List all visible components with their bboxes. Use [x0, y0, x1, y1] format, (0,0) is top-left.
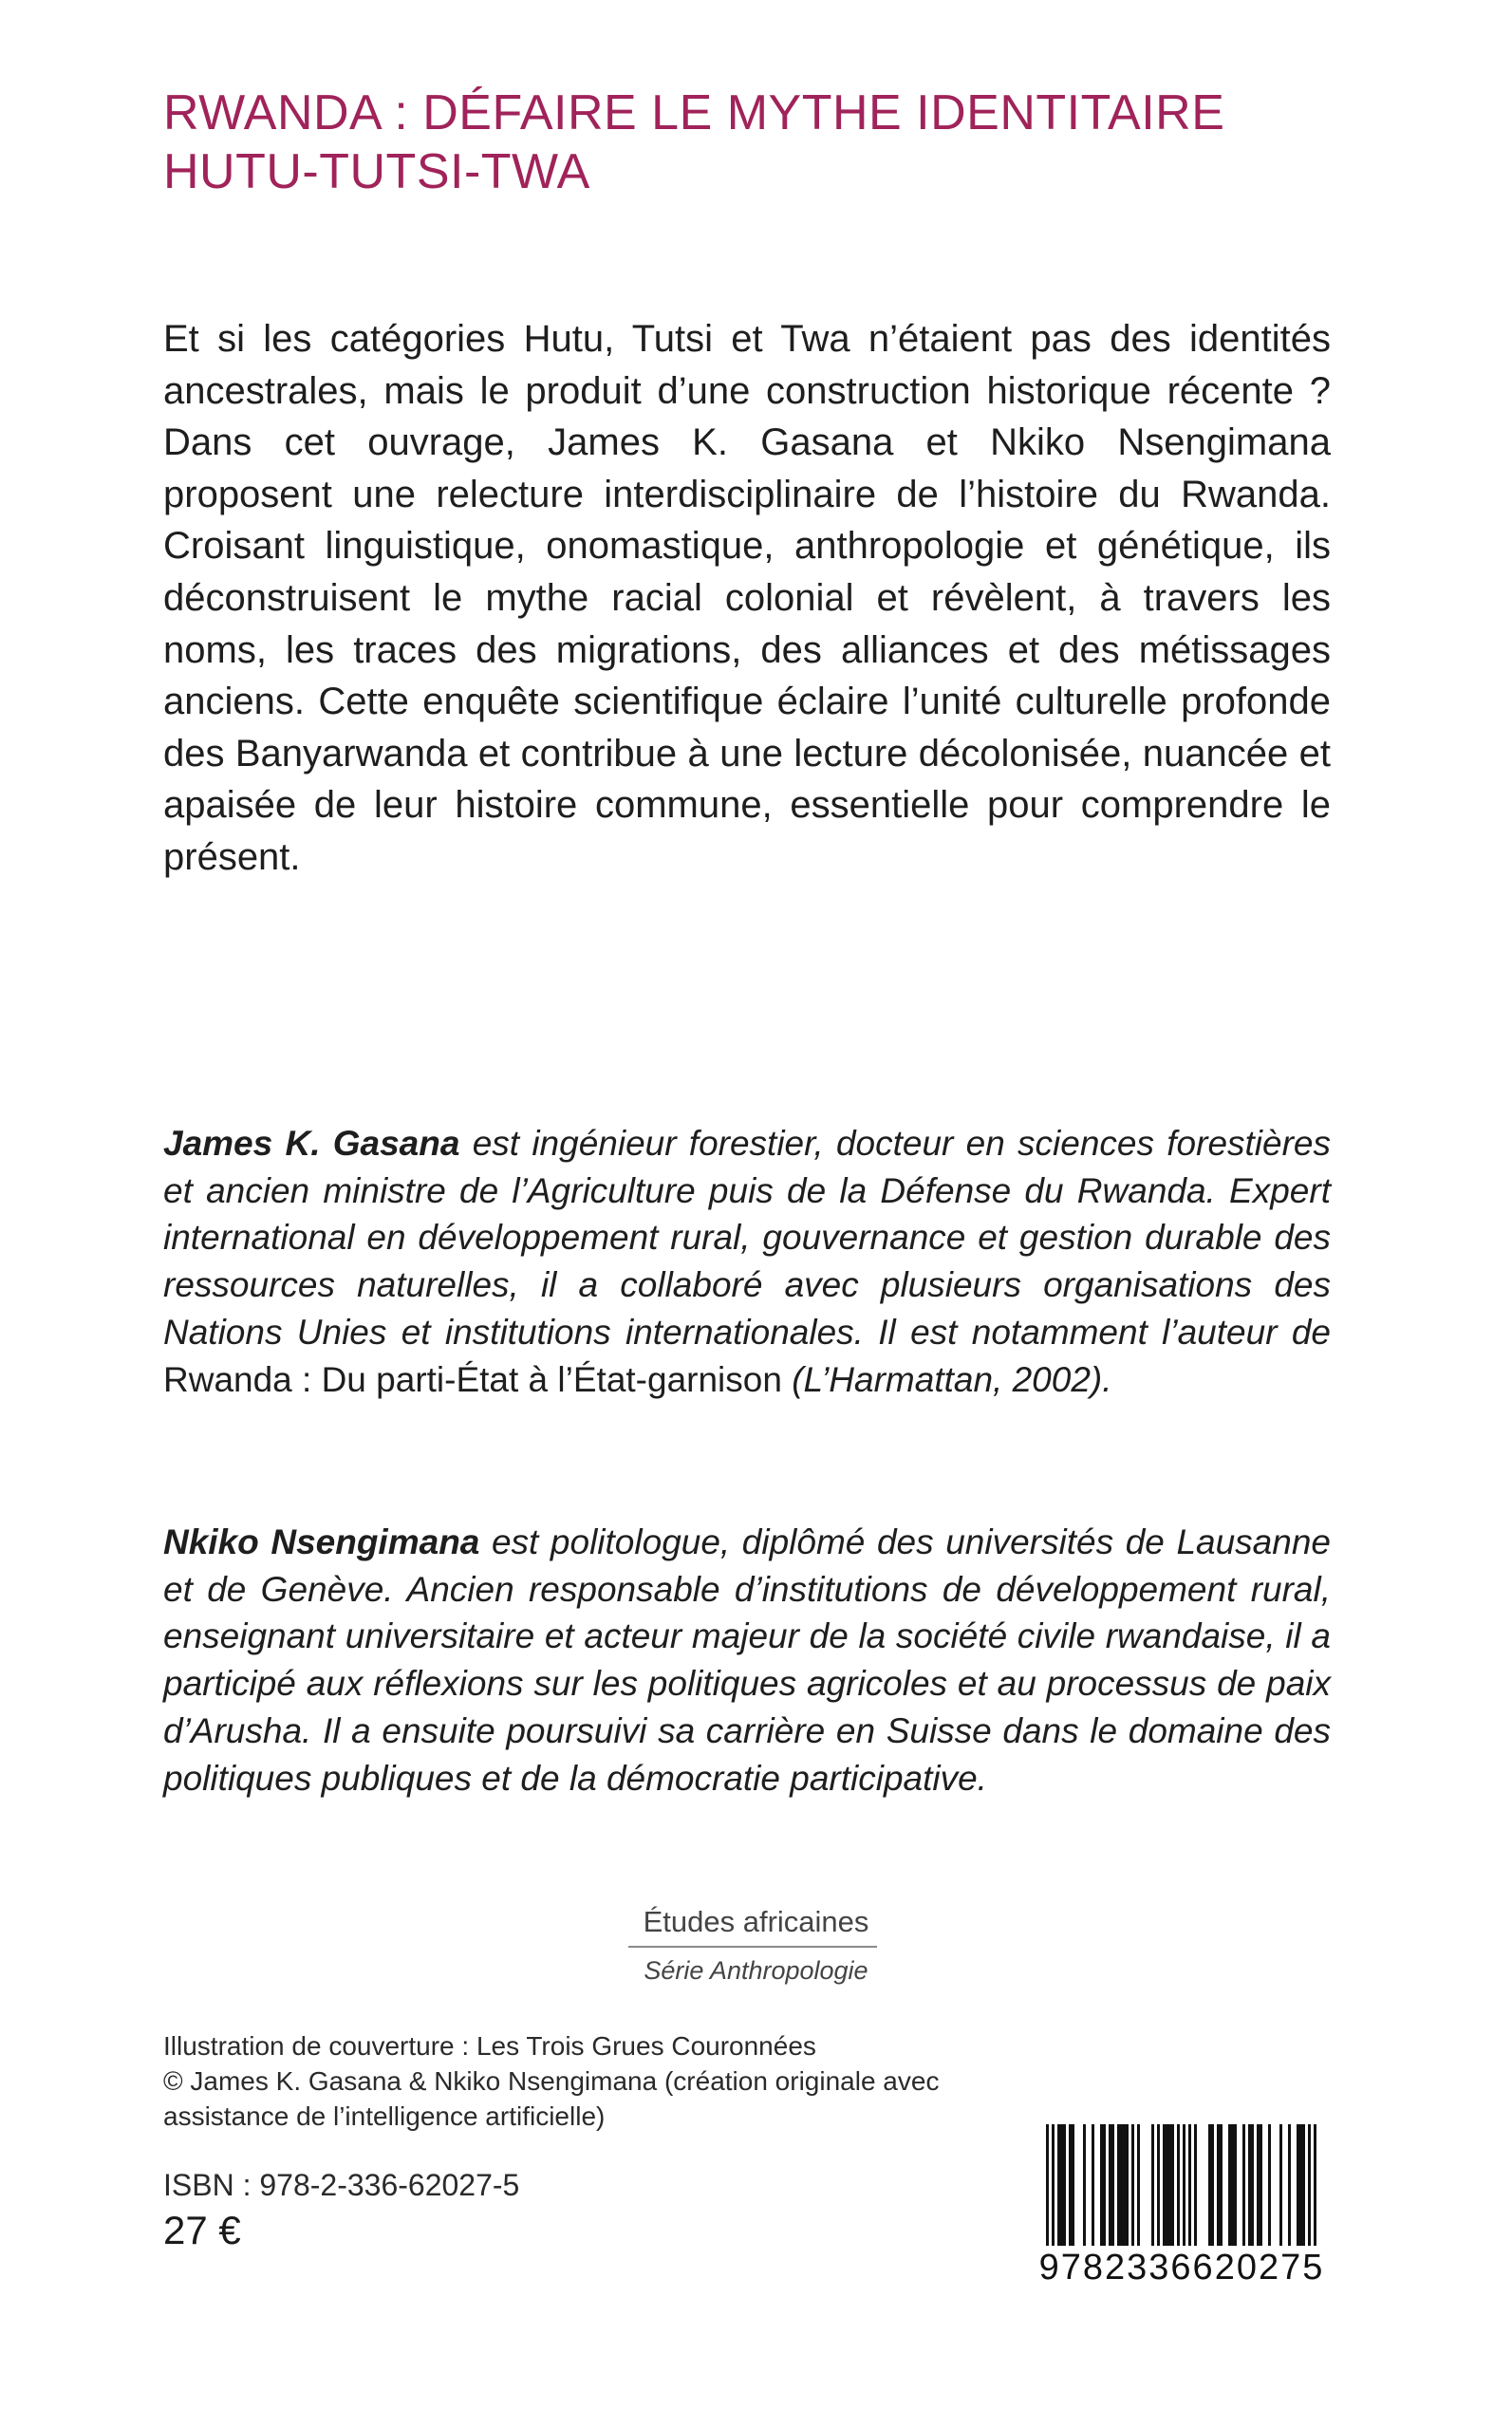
barcode-bar: [1242, 2124, 1245, 2248]
barcode-bar: [1220, 2124, 1223, 2248]
barcode-bar: [1257, 2124, 1260, 2248]
barcode-bar: [1069, 2124, 1072, 2248]
barcode-bar: [1297, 2124, 1299, 2248]
cited-book-publisher: (L’Harmattan, 2002).: [781, 1359, 1112, 1399]
author-name-nsengimana: Nkiko Nsengimana: [163, 1522, 480, 1561]
barcode-bar: [1120, 2124, 1123, 2248]
book-summary: Et si les catégories Hutu, Tutsi et Twa n’étaient pas des identités ancestrales, mais le produit d’une construction historique récente ? Dans cet ouvrage, James K. Gasana et Nkiko Nsengimana proposent une relecture interdisciplinaire de l’histoire du Rwanda. Croisant linguistique, onomastique, anthropologie et génétique, ils déconstruisent le mythe racial colonial et révèlent, à travers les noms, les traces des migrations, des alliances et des métissages anciens. Cette enquête scientifique éclaire l’unité culturelle profonde des Banyarwanda et contribue à une lecture décolonisée, nuancée et apaisée de leur histoire commune, essentielle pour comprendre le présent.: [163, 318, 1331, 878]
author-bio-gasana: [163, 1120, 1331, 1403]
barcode-bar: [1299, 2124, 1302, 2248]
barcode-bar: [1168, 2124, 1171, 2248]
barcode-bar: [1131, 2124, 1134, 2248]
isbn: ISBN : 978-2-336-62027-5: [163, 2168, 520, 2202]
cover-credits-line-2: © James K. Gasana & Nkiko Nsengimana (création originale avec assistance de l’intelligence artificielle): [163, 2066, 940, 2131]
barcode-bar: [1072, 2124, 1074, 2248]
barcode-bar: [1234, 2124, 1237, 2248]
barcode-bar: [1228, 2124, 1231, 2248]
barcode-bar: [1166, 2124, 1168, 2248]
barcode-bar: [1260, 2124, 1262, 2248]
barcode-bar: [1163, 2124, 1166, 2248]
barcode-bar: [1137, 2124, 1140, 2248]
barcode-bar: [1279, 2124, 1282, 2248]
author-bio-gasana-text: est ingénieur forestier, docteur en sciences forestières et ancien ministre de l’Agriculture puis de la Défense du Rwanda. Expert international en développement rural, gouvernance et gestion durable des ressources naturelles, il a collaboré avec plusieurs organisations des Nations Unies et institutions internationales. Il est notamment l’auteur de: [163, 1124, 1331, 1352]
book-title-line-2: HUTU-TUTSI-TWA: [163, 144, 590, 199]
barcode-bar: [1103, 2124, 1106, 2248]
barcode-bar: [1057, 2124, 1060, 2248]
barcode-bar: [1092, 2124, 1094, 2248]
author-name-gasana: James K. Gasana: [163, 1124, 460, 1163]
cover-credits: [163, 2028, 970, 2134]
book-title-line-1: RWANDA : DÉFAIRE LE MYTHE IDENTITAIRE: [163, 85, 1225, 140]
barcode-bar: [1171, 2124, 1174, 2248]
barcode-bar: [1268, 2124, 1271, 2248]
barcode-bar: [1211, 2124, 1214, 2248]
barcode-bar: [1083, 2124, 1086, 2248]
barcode-bar: [1157, 2124, 1160, 2248]
author-bio-nsengimana: [163, 1519, 1331, 1802]
barcode-bar: [1063, 2124, 1066, 2248]
barcode-bar: [1208, 2124, 1211, 2248]
barcode-bar: [1117, 2124, 1120, 2248]
price: 27 €: [163, 2208, 241, 2252]
series-divider: [628, 1946, 877, 1948]
barcode-bar: [1188, 2124, 1191, 2248]
cover-credits-line-1: Illustration de couverture : Les Trois Grues Couronnées: [163, 2031, 816, 2061]
barcode-bar: [1302, 2124, 1305, 2248]
barcode-bar: [1288, 2124, 1291, 2248]
barcode-bar: [1126, 2124, 1129, 2248]
barcode-bar: [1248, 2124, 1251, 2248]
author-bio-nsengimana-text: est politologue, diplômé des universités de Lausanne et de Genève. Ancien responsable d’institutions de développement rural, enseignant universitaire et acteur majeur de la société civile rwandaise, il a participé aux réflexions sur les politiques agricoles et au processus de paix d’Arusha. Il a ensuite poursuivi sa carrière en Suisse dans le domaine des politiques publiques et de la démocratie participative.: [163, 1522, 1331, 1798]
series-name: Études africaines: [643, 1905, 869, 1938]
barcode-digits: 9782336620275: [1025, 2246, 1338, 2289]
barcode-bar: [1109, 2124, 1111, 2248]
barcode-bar: [1123, 2124, 1126, 2248]
barcode-bar: [1060, 2124, 1063, 2248]
series-subtitle: Série Anthropologie: [644, 1956, 868, 1985]
barcode-bar: [1100, 2124, 1103, 2248]
barcode-bar: [1217, 2124, 1220, 2248]
barcode-bar: [1231, 2124, 1234, 2248]
barcode-bar: [1194, 2124, 1197, 2248]
barcode-bar: [1111, 2124, 1114, 2248]
barcode-bar: [1151, 2124, 1154, 2248]
barcode-bar: [1251, 2124, 1254, 2248]
book-title: [163, 84, 1350, 201]
cited-book-title: Rwanda : Du parti-État à l’État-garnison: [163, 1359, 782, 1399]
